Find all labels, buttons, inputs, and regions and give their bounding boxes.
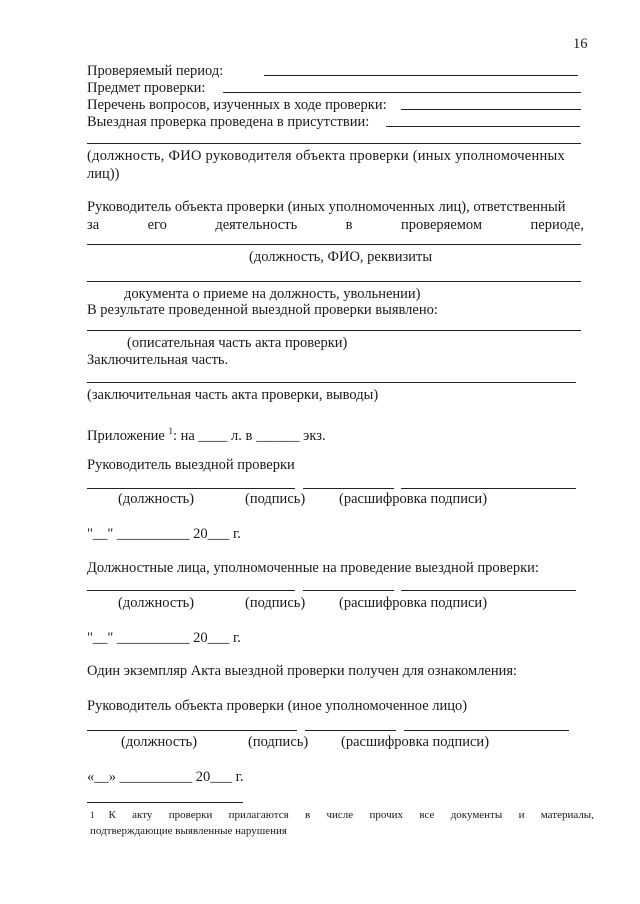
subject-field-line: [223, 92, 581, 93]
page-number: 16: [573, 36, 588, 52]
findings-label: В результате проведенной выездной проверки выявлено:: [87, 302, 438, 318]
officials-position-line: [87, 590, 295, 591]
responsible-word: периоде,: [530, 217, 584, 233]
appendix-text: : на ____ л. в ______ экз.: [172, 427, 326, 444]
presence-label: Выездная проверка проведена в присутствии:: [87, 114, 370, 130]
responsible-caption1: (должность, ФИО, реквизиты: [249, 249, 433, 265]
findings-caption: (описательная часть акта проверки): [127, 335, 348, 351]
responsible-caption2: документа о приеме на должность, увольнении): [124, 286, 421, 302]
appendix-footnote-mark: 1: [168, 426, 173, 436]
head-decoding-line: [401, 488, 576, 489]
footnote-word: числе: [326, 809, 354, 821]
head-inspection-label: Руководитель выездной проверки: [87, 457, 295, 473]
conclusion-caption: (заключительная часть акта проверки, выводы): [87, 387, 379, 403]
responsible-line1: Руководитель объекта проверки (иных уполномоченных лиц), ответственный: [87, 199, 566, 215]
footnote-words: [109, 808, 595, 822]
questions-field-line: [401, 109, 581, 110]
footnote-word: прилагаются: [228, 809, 289, 821]
footnote-word: в: [304, 809, 311, 821]
footnote-separator: [87, 802, 243, 803]
presence-caption-line1: [87, 148, 584, 165]
object-signature-line: [305, 730, 396, 731]
footnote-word: все: [419, 809, 435, 821]
subject-label: Предмет проверки:: [87, 80, 206, 96]
responsible-name-line: [87, 244, 581, 245]
responsible-word: проверяемом: [400, 217, 483, 233]
appendix-line: [87, 423, 326, 445]
footnote-word: акту: [132, 809, 153, 821]
presence-field-line: [386, 126, 580, 127]
officials-signature-caption: (подпись): [245, 595, 306, 611]
footnote-line1: [90, 808, 594, 822]
appendix-prefix: Приложение: [87, 427, 165, 444]
officials-decoding-line: [401, 590, 576, 591]
head-position-line: [87, 488, 295, 489]
findings-line: [87, 330, 581, 331]
questions-label: Перечень вопросов, изученных в ходе проверки:: [87, 97, 387, 113]
copy-received-label: Один экземпляр Акта выездной проверки получен для ознакомления:: [87, 663, 518, 679]
responsible-document-line: [87, 281, 581, 282]
period-label: Проверяемый период:: [87, 63, 224, 79]
object-date-line: «__» __________ 20___ г.: [87, 769, 244, 785]
responsible-word: деятельность: [215, 217, 298, 233]
presence-caption-line2: лиц)): [87, 166, 120, 182]
presence-name-line: [87, 143, 581, 144]
presence-caption-text: (должность, ФИО руководителя объекта проверки (иных уполномоченных: [87, 148, 565, 164]
object-position-line: [87, 730, 297, 731]
footnote-word: К: [108, 809, 116, 821]
footnote-mark: 1: [90, 810, 95, 820]
officials-signature-line: [303, 590, 394, 591]
period-field-line: [264, 75, 578, 76]
responsible-word: за: [87, 217, 100, 233]
head-signature-caption: (подпись): [245, 491, 306, 507]
responsible-word: его: [147, 217, 167, 233]
footnote-word: и: [518, 809, 525, 821]
conclusion-label: Заключительная часть.: [87, 352, 229, 368]
head-position-caption: (должность): [118, 491, 195, 507]
footnote-word: документы: [450, 809, 503, 821]
object-decoding-caption: (расшифровка подписи): [341, 734, 490, 750]
footnote-word: прочих: [369, 809, 404, 821]
officials-label: Должностные лица, уполномоченные на проведение выездной проверки:: [87, 560, 539, 576]
officials-position-caption: (должность): [118, 595, 195, 611]
conclusion-line: [87, 382, 576, 383]
responsible-line2: [87, 217, 584, 234]
object-decoding-line: [404, 730, 569, 731]
head-decoding-caption: (расшифровка подписи): [339, 491, 488, 507]
responsible-word: в: [345, 217, 353, 233]
head-date-line: "__" __________ 20___ г.: [87, 526, 241, 542]
object-signature-caption: (подпись): [248, 734, 309, 750]
officials-decoding-caption: (расшифровка подписи): [339, 595, 488, 611]
officials-date-line: "__" __________ 20___ г.: [87, 630, 241, 646]
head-signature-line: [303, 488, 394, 489]
footnote-word: проверки: [168, 809, 213, 821]
object-head-label: Руководитель объекта проверки (иное уполномоченное лицо): [87, 698, 468, 714]
footnote-line2: подтверждающие выявленные нарушения: [90, 825, 287, 837]
footnote-word: материалы,: [540, 809, 594, 821]
object-position-caption: (должность): [121, 734, 198, 750]
